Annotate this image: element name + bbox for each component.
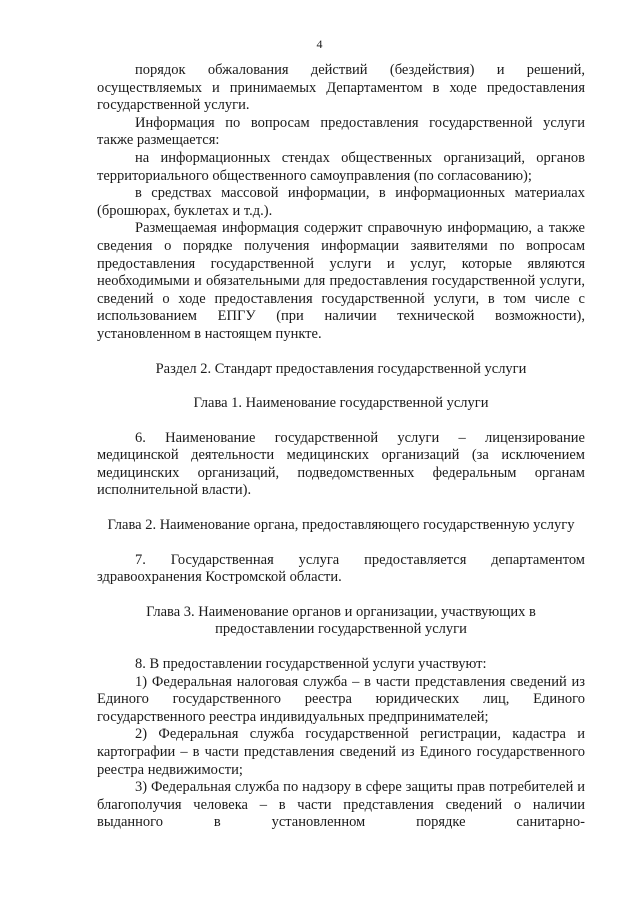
paragraph-mass-media: в средствах массовой информации, в информационных материалах (брошюрах, буклетах и т.д.). [97,185,585,219]
paragraph-appeal-procedure: порядок обжалования действий (бездействия) и решений, осуществляемых и принимаемых Департаментом в ходе предоставления государственной услуги. [97,62,585,114]
item-8-intro: 8. В предоставлении государственной услуги участвуют: [135,656,487,673]
item-8-sub-2: 2) Федеральная служба государственной регистрации, кадастра и картографии – в части представления сведений из Единого государственного реестра недвижимости; [97,726,585,778]
item-8-sub-1: 1) Федеральная налоговая служба – в части представления сведений из Единого государственного реестра юридических лиц, Единого государственного реестра индивидуальных предпринимателей; [97,673,585,725]
chapter-2-title: Глава 2. Наименование органа, предоставляющего государственную услугу [107,517,575,534]
section-2-title: Раздел 2. Стандарт предоставления государственной услуги [155,360,527,377]
chapter-3-title: Глава 3. Наименование органов и организации, участвующих в предоставлении государственной услуги [146,603,536,638]
page-number: 4 [316,37,323,51]
paragraph-info-stands: на информационных стендах общественных организаций, органов территориального общественного самоуправления (по согласованию); [97,149,585,184]
document-body [97,62,585,832]
item-8-sub-3: 3) Федеральная служба по надзору в сфере защиты прав потребителей и благополучия человека – в части представления сведений о наличии выданного в установленном порядке санитарно- [97,779,585,831]
paragraph-info-placement: Информация по вопросам предоставления государственной услуги также размещается: [97,114,585,149]
item-7-providing-body: 7. Государственная услуга предоставляется департаментом здравоохранения Костромской области. [97,551,585,586]
paragraph-posted-info: Размещаемая информация содержит справочную информацию, а также сведения о порядке получения информации заявителями по вопросам предоставления государственной услуги и услуг, которые являются необходимыми и обязательными для предоставления государственной услуги, сведений о ходе предоставления государственной услуги, в том числе с использованием ЕПГУ (при наличии технической возможности), установленном в настоящем пункте. [97,220,585,342]
item-6-service-name: 6. Наименование государственной услуги – лицензирование медицинской деятельности медицинских организаций (за исключением медицинских организаций, подведомственных федеральным органам исполнительной власти). [97,429,585,499]
chapter-1-title: Глава 1. Наименование государственной услуги [193,395,489,412]
